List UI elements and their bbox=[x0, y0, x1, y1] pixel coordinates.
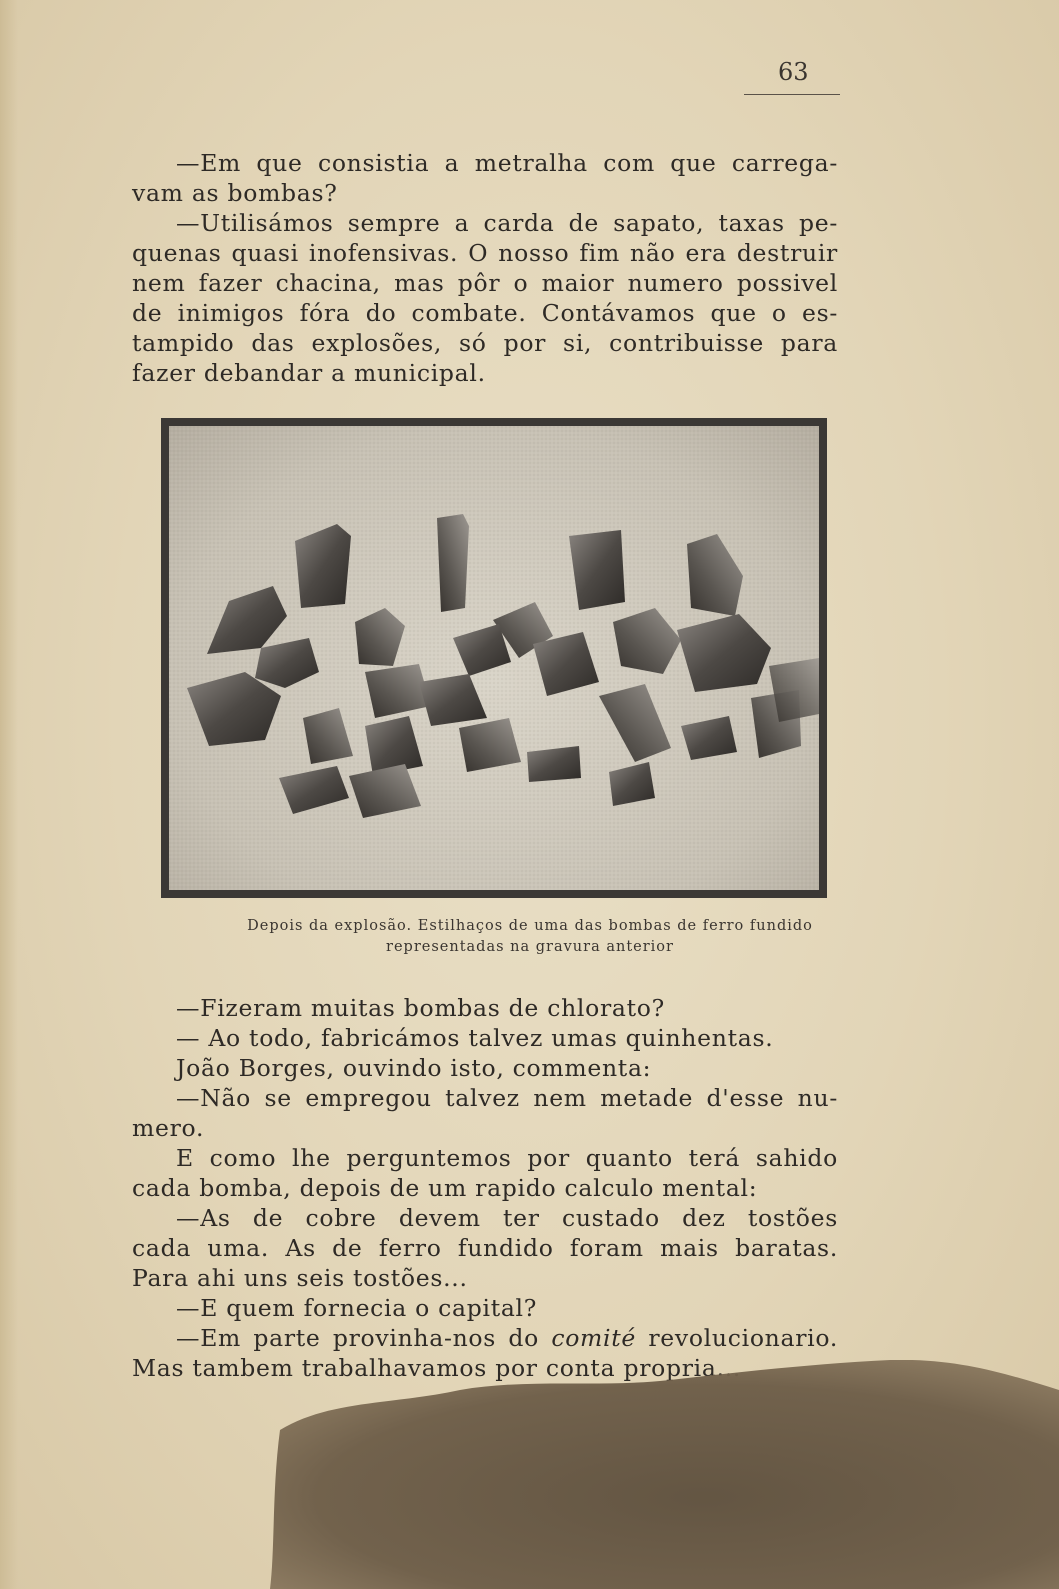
text-line: Para ahi uns seis tostões... bbox=[132, 1264, 468, 1292]
top-text-block bbox=[132, 148, 838, 388]
text-line: —Em que consistia a metralha com que carrega- bbox=[176, 149, 838, 177]
text-line: tampido das explosões, só por si, contribuisse para bbox=[132, 329, 838, 357]
water-stain bbox=[270, 1360, 1059, 1589]
text-line: —E quem fornecia o capital? bbox=[176, 1294, 538, 1322]
text-fragment: —Em parte provinha-nos do bbox=[176, 1324, 539, 1352]
text-line: mero. bbox=[132, 1114, 205, 1142]
text-line: João Borges, ouvindo isto, commenta: bbox=[176, 1054, 652, 1082]
bomb-fragments-photo bbox=[169, 426, 819, 890]
text-line: —Não se empregou talvez nem metade d'esse nu- bbox=[176, 1084, 838, 1112]
text-line: E como lhe perguntemos por quanto terá sahido bbox=[176, 1144, 838, 1172]
text-line bbox=[132, 1323, 838, 1353]
text-line: de inimigos fóra do combate. Contávamos que o es- bbox=[132, 299, 838, 327]
figure-caption-line1: Depois da explosão. Estilhaços de uma das bombas de ferro fundido bbox=[247, 918, 813, 934]
text-line: fazer debandar a municipal. bbox=[132, 359, 486, 387]
bomb-fragments-illustration bbox=[169, 426, 819, 890]
page-number: 63 bbox=[778, 58, 809, 86]
text-line: quenas quasi inofensivas. O nosso fim não era destruir bbox=[132, 239, 838, 267]
text-line: —Fizeram muitas bombas de chlorato? bbox=[176, 994, 665, 1022]
text-line: nem fazer chacina, mas pôr o maior numero possivel bbox=[132, 269, 838, 297]
page-edge-shadow bbox=[0, 0, 18, 1589]
text-line: cada uma. As de ferro fundido foram mais baratas. bbox=[132, 1234, 838, 1262]
text-line: Mas tambem trabalhavamos por conta propria... bbox=[132, 1354, 742, 1382]
text-line: — Ao todo, fabricámos talvez umas quinhentas. bbox=[176, 1024, 774, 1052]
page-number-rule bbox=[744, 94, 840, 95]
figure-photo bbox=[161, 418, 827, 898]
text-fragment: revolucionario. bbox=[648, 1324, 838, 1352]
bottom-text-block bbox=[132, 993, 838, 1383]
text-line: —Utilisámos sempre a carda de sapato, taxas pe- bbox=[176, 209, 838, 237]
text-line: cada bomba, depois de um rapido calculo mental: bbox=[132, 1174, 758, 1202]
text-line: —As de cobre devem ter custado dez tostões bbox=[176, 1204, 838, 1232]
figure-caption-line2: representadas na gravura anterior bbox=[386, 939, 674, 955]
italic-word: comité bbox=[551, 1324, 636, 1352]
text-line: vam as bombas? bbox=[132, 179, 338, 207]
